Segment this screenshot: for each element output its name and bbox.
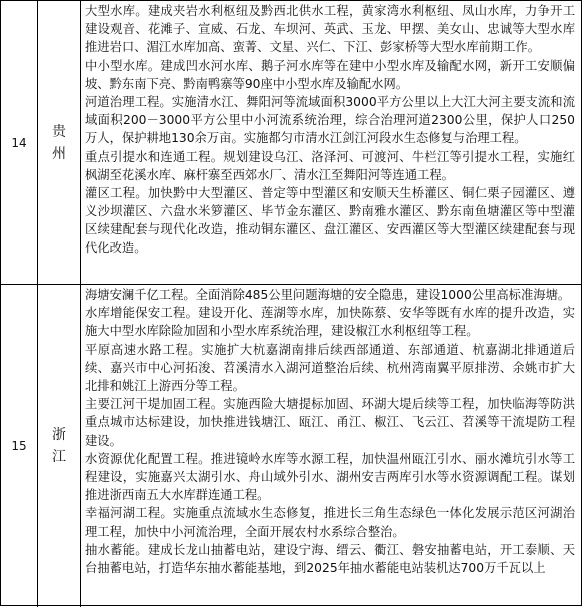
row-number [1, 1, 38, 284]
province-cell [38, 1, 81, 284]
content-cell [81, 1, 581, 284]
province-name: 浙江 [52, 427, 66, 465]
table-row [1, 1, 581, 285]
row-number-text: 14 [11, 135, 27, 150]
project-paragraph: 大型水库。建成夹岩水利枢纽及黔西北供水工程，黄家湾水利枢纽、凤山水库，力争开工建设观音、花滩子、宣威、石龙、车坝河、英武、玉龙、甲摆、美女山、忠诚等大型水库推进岩口、湄江水库加高、蛮菁、文星、兴仁、下江、彭家桥等大型水库前期工作。 [85, 4, 575, 55]
project-paragraph: 水资源优化配置工程。推进镜岭水库等水源工程，加快温州瓯江引水、丽水滩坑引水等工程建设，实施嘉兴太湖引水、舟山域外引水、湖州安吉两库引水等水资源调配工程。谋划推进浙西南五大水库群连通工程。 [85, 451, 575, 503]
project-paragraph: 灌区工程。加快黔中大型灌区、普定等中型灌区和安顺天生桥灌区、铜仁栗子园灌区、遵义沙坝灌区、六盘水米箩灌区、毕节金东灌区、黔南雅水灌区、黔东南鱼塘灌区等中型灌区续建配套与现代化改造，推动铜东灌区、盘江灌区、安西灌区等大型灌区续建配套与现代化改造。 [85, 186, 575, 255]
content-cell [81, 285, 581, 607]
row-number-text: 15 [11, 439, 27, 453]
project-paragraph: 河道治理工程。实施清水江、舞阳河等流域面积3000平方公里以上大江大河主要支流和流域面积200－3000平方公里中小河流系统治理，综合治理河道2300公里，保护人口250万人，保护耕地130余万亩。实施都匀市清水江剑江河段水生态修复与治理工程。 [85, 95, 575, 146]
province-name: 贵州 [52, 123, 66, 162]
project-paragraph: 水库增能保安工程。建设开化、莲湖等水库，加快陈蔡、安华等既有水库的提升改造，实施大中型水库除险加固和小型水库系统治理，建设椒江水利枢纽等工程。 [85, 306, 575, 339]
project-paragraph: 抽水蓄能。建成长龙山抽蓄电站，建设宁海、缙云、衢江、磐安抽蓄电站，开工泰顺、天台抽蓄电站，打造华东抽水蓄能基地，到2025年抽水蓄能电站装机达700万千瓦以上 [85, 542, 575, 576]
project-paragraph: 主要江河干堤加固工程。实施西险大塘提标加固、环湖大堤后续等工程，加快临海等防洪重点城市达标建设，加快推进钱塘江、瓯江、甬江、椒江、飞云江、苕溪等干流堤防工程建设。 [85, 397, 575, 448]
project-paragraph: 幸福河湖工程。实施重点流域水生态修复，推进长三角生态绿色一体化发展示范区河湖治理工程，加快中小河流治理，全面开展农村水系综合整治。 [85, 506, 575, 539]
project-paragraph: 海塘安澜千亿工程。全面消除485公里问题海塘的安全隐患，建设1000公里高标准海塘。 [85, 288, 571, 302]
project-paragraph: 重点引提水和连通工程。规划建设乌江、洛泽河、可渡河、牛栏江等引提水工程，实施红枫湖至花溪水库、麻杆寨至西郊水厂、清水江至舞阳河等连通工程。 [85, 149, 575, 182]
province-cell [38, 285, 81, 607]
project-paragraph: 中小型水库。建成凹水河水库、鹅子河水库等在建中小型水库及输配水网，新开工安顺偏坡、黔东南下亮、黔南鸭寨等90座中小型水库及输配水网。 [85, 58, 575, 91]
project-paragraph: 平原高速水路工程。实施扩大杭嘉湖南排后续西部通道、东部通道、杭嘉湖北排通道后续、嘉兴市中心河拓浚、苕溪清水入湖河道整治后续、杭州湾南翼平原排涝、余姚市扩大北排和姚江上游西分等工程。 [85, 342, 575, 394]
row-number [1, 285, 38, 607]
table-row [1, 285, 581, 607]
